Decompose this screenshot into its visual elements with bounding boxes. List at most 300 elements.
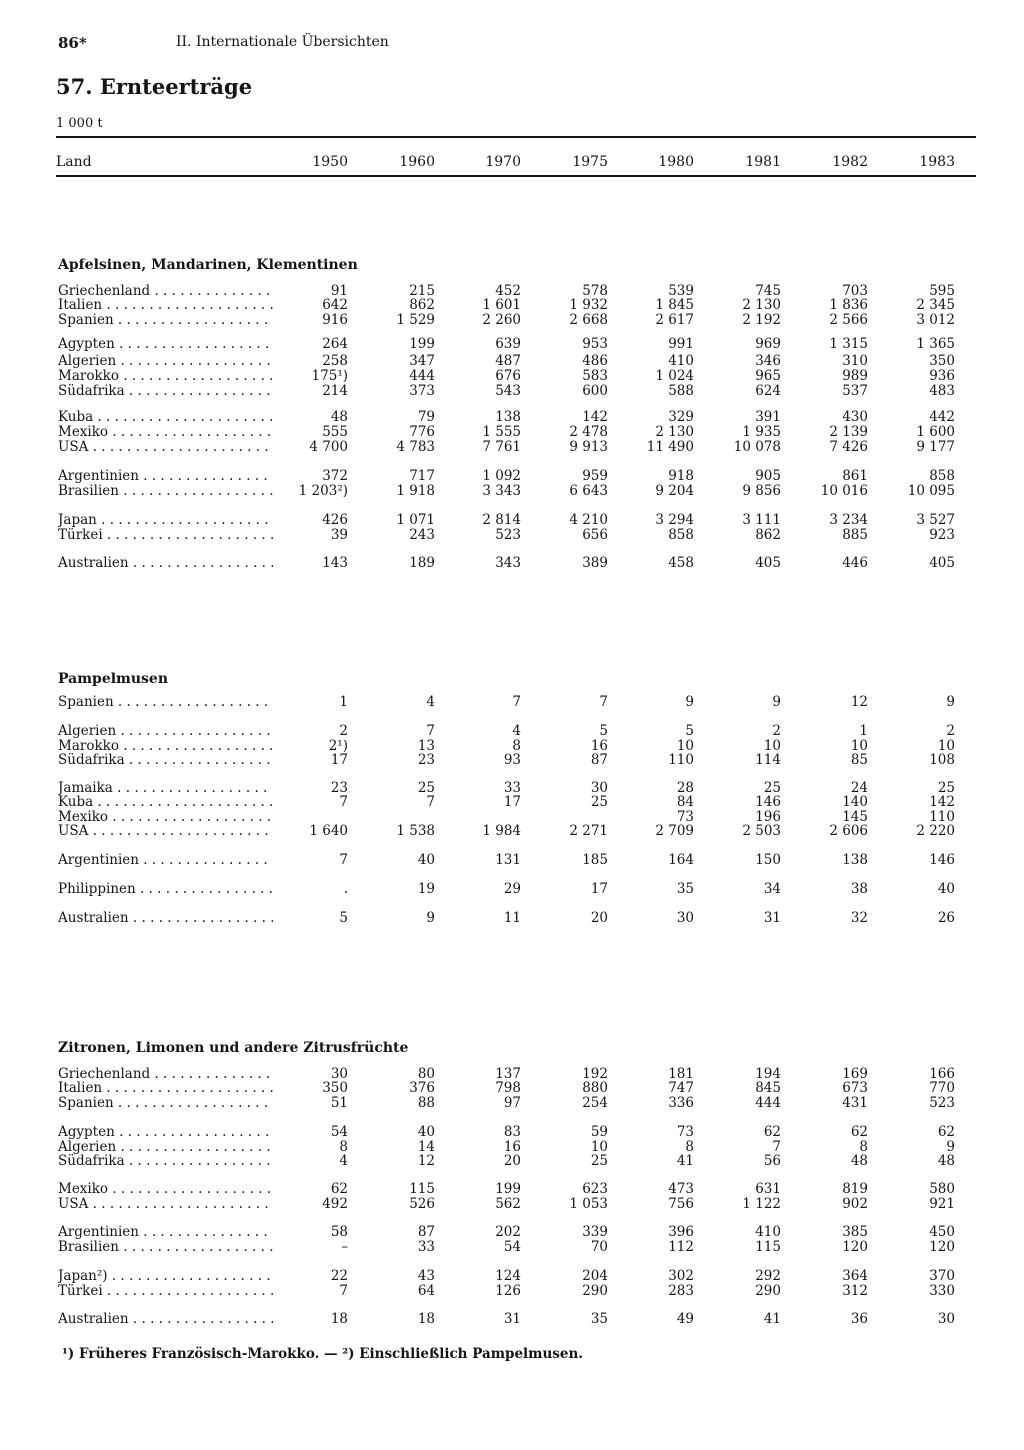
column-header-year: 1970 — [485, 154, 521, 170]
value-cell: 339 — [582, 1224, 608, 1240]
value-cell: 10 — [590, 1139, 608, 1155]
value-cell: 1 538 — [396, 823, 435, 839]
table-row — [58, 425, 978, 440]
value-cell: 776 — [409, 424, 435, 440]
value-cell: 600 — [582, 383, 608, 399]
value-cell: 11 490 — [646, 439, 694, 455]
value-cell: 140 — [842, 794, 868, 810]
value-cell: 215 — [409, 283, 435, 299]
country-label: Argentinien . . . — [58, 1225, 273, 1240]
value-cell: 264 — [322, 336, 348, 352]
value-cell: 346 — [755, 353, 781, 369]
value-cell: 9 — [946, 1139, 955, 1155]
table-row — [58, 824, 978, 839]
value-cell: 1 935 — [742, 424, 781, 440]
value-cell: 31 — [763, 910, 781, 926]
country-label: Algerien . . . — [58, 724, 273, 739]
value-cell: 444 — [755, 1095, 781, 1111]
value-cell: 192 — [582, 1066, 608, 1082]
value-cell: 858 — [668, 527, 694, 543]
value-cell: 385 — [842, 1224, 868, 1240]
value-cell: 492 — [322, 1196, 348, 1212]
value-cell: 5 — [599, 723, 608, 739]
table-row — [58, 1240, 978, 1255]
country-label: Spanien . . . — [58, 695, 273, 710]
value-cell: 5 — [339, 910, 348, 926]
value-cell: 372 — [322, 468, 348, 484]
value-cell: 87 — [590, 752, 608, 768]
value-cell: 48 — [937, 1153, 955, 1169]
country-label: Kuba . . . — [58, 795, 273, 810]
value-cell: 452 — [495, 283, 521, 299]
value-cell: 905 — [755, 468, 781, 484]
value-cell: 2 — [946, 723, 955, 739]
value-cell: 108 — [929, 752, 955, 768]
value-cell: 4 — [426, 694, 435, 710]
value-cell: 7 — [426, 723, 435, 739]
column-header-year: 1960 — [399, 154, 435, 170]
value-cell: 2 814 — [482, 512, 521, 528]
value-cell: 747 — [668, 1080, 694, 1096]
value-cell: 2 668 — [569, 312, 608, 328]
value-cell: 49 — [676, 1311, 694, 1327]
country-label: Australien . . . — [58, 1312, 273, 1327]
country-label: Marokko . . . — [58, 369, 273, 384]
value-cell: 25 — [417, 780, 435, 796]
table-row — [58, 1154, 978, 1169]
value-cell: 185 — [582, 852, 608, 868]
table-row — [58, 911, 978, 926]
value-cell: 1 640 — [309, 823, 348, 839]
country-label: Mexiko . . . — [58, 425, 273, 440]
section-title: Zitronen, Limonen und andere Zitrusfrüchte — [58, 1040, 409, 1056]
value-cell: 2 271 — [569, 823, 608, 839]
value-cell: 87 — [417, 1224, 435, 1240]
country-label: Südafrika . . . — [58, 753, 273, 768]
country-label: USA . . . — [58, 824, 273, 839]
value-cell: 756 — [668, 1196, 694, 1212]
value-cell: 370 — [929, 1268, 955, 1284]
table-row — [58, 410, 978, 425]
value-cell: 442 — [929, 409, 955, 425]
header-rule-bottom — [56, 175, 976, 177]
value-cell: 18 — [330, 1311, 348, 1327]
value-cell: 350 — [929, 353, 955, 369]
value-cell: 410 — [755, 1224, 781, 1240]
value-cell: 483 — [929, 383, 955, 399]
value-cell: 9 856 — [742, 483, 781, 499]
value-cell: 243 — [409, 527, 435, 543]
value-cell: 62 — [937, 1124, 955, 1140]
page-number: 86* — [58, 34, 87, 52]
value-cell: 40 — [417, 1124, 435, 1140]
value-cell: 254 — [582, 1095, 608, 1111]
table-row — [58, 1125, 978, 1140]
value-cell: 73 — [676, 809, 694, 825]
value-cell: 1 053 — [569, 1196, 608, 1212]
table-title: 57. Ernteerträge — [56, 74, 253, 99]
country-label: Kuba . . . — [58, 410, 273, 425]
value-cell: 59 — [590, 1124, 608, 1140]
value-cell: 8 — [339, 1139, 348, 1155]
value-cell: 3 527 — [916, 512, 955, 528]
table-row — [58, 369, 978, 384]
value-cell: 31 — [503, 1311, 521, 1327]
value-cell: 1 984 — [482, 823, 521, 839]
value-cell: 5 — [685, 723, 694, 739]
value-cell: 7 426 — [829, 439, 868, 455]
value-cell: 120 — [929, 1239, 955, 1255]
table-unit: 1 000 t — [56, 116, 103, 131]
value-cell: 1 024 — [655, 368, 694, 384]
value-cell: 20 — [590, 910, 608, 926]
value-cell: 25 — [590, 1153, 608, 1169]
table-row — [58, 1182, 978, 1197]
value-cell: 7 — [339, 1283, 348, 1299]
table-row — [58, 298, 978, 313]
country-label: Mexiko . . . — [58, 1182, 273, 1197]
country-label: Brasilien . . . — [58, 484, 273, 499]
value-cell: 3 294 — [655, 512, 694, 528]
value-cell: 1 071 — [396, 512, 435, 528]
value-cell: 7 — [339, 794, 348, 810]
value-cell: 19 — [417, 881, 435, 897]
country-label: Italien . . . — [58, 1081, 273, 1096]
table-row — [58, 795, 978, 810]
value-cell: 717 — [409, 468, 435, 484]
value-cell: 138 — [842, 852, 868, 868]
value-cell: 9 — [946, 694, 955, 710]
value-cell: 199 — [409, 336, 435, 352]
value-cell: 93 — [503, 752, 521, 768]
country-label: Türkei . . . — [58, 1284, 273, 1299]
value-cell: 1 122 — [742, 1196, 781, 1212]
value-cell: 1 092 — [482, 468, 521, 484]
country-label: Philippinen . . . — [58, 882, 273, 897]
value-cell: 23 — [330, 780, 348, 796]
value-cell: 137 — [495, 1066, 521, 1082]
value-cell: 142 — [929, 794, 955, 810]
value-cell: 204 — [582, 1268, 608, 1284]
value-cell: 25 — [590, 794, 608, 810]
value-cell: 4 210 — [569, 512, 608, 528]
value-cell: 150 — [755, 852, 781, 868]
value-cell: 292 — [755, 1268, 781, 1284]
value-cell: 473 — [668, 1181, 694, 1197]
value-cell: 953 — [582, 336, 608, 352]
value-cell: 43 — [417, 1268, 435, 1284]
country-label: Marokko . . . — [58, 739, 273, 754]
value-cell: 143 — [322, 555, 348, 571]
country-label: Südafrika . . . — [58, 1154, 273, 1169]
value-cell: 20 — [503, 1153, 521, 1169]
value-cell: 329 — [668, 409, 694, 425]
country-label: Australien . . . — [58, 911, 273, 926]
country-label: Argentinien . . . — [58, 853, 273, 868]
value-cell: 14 — [417, 1139, 435, 1155]
value-cell: 110 — [929, 809, 955, 825]
value-cell: 2 130 — [655, 424, 694, 440]
country-label: Brasilien . . . — [58, 1240, 273, 1255]
value-cell: 62 — [850, 1124, 868, 1140]
value-cell: 347 — [409, 353, 435, 369]
value-cell: 88 — [417, 1095, 435, 1111]
value-cell: 1 601 — [482, 297, 521, 313]
value-cell: 40 — [937, 881, 955, 897]
column-header-year: 1950 — [312, 154, 348, 170]
value-cell: 3 012 — [916, 312, 955, 328]
value-cell: 175¹) — [311, 368, 348, 384]
table-row — [58, 1096, 978, 1111]
value-cell: 1 365 — [916, 336, 955, 352]
value-cell: 2 220 — [916, 823, 955, 839]
value-cell: 4 700 — [309, 439, 348, 455]
value-cell: 25 — [937, 780, 955, 796]
value-cell: 991 — [668, 336, 694, 352]
value-cell: 1 918 — [396, 483, 435, 499]
table-row — [58, 1269, 978, 1284]
value-cell: 7 — [599, 694, 608, 710]
table-row — [58, 440, 978, 455]
value-cell: 1 600 — [916, 424, 955, 440]
column-header-year: 1983 — [919, 154, 955, 170]
value-cell: 336 — [668, 1095, 694, 1111]
country-label: Japan²) . . . — [58, 1269, 273, 1284]
country-label: Australien . . . — [58, 556, 273, 571]
value-cell: 18 — [417, 1311, 435, 1327]
value-cell: 33 — [503, 780, 521, 796]
value-cell: 642 — [322, 297, 348, 313]
table-row — [58, 313, 978, 328]
value-cell: 28 — [676, 780, 694, 796]
value-cell: 41 — [763, 1311, 781, 1327]
value-cell: 290 — [755, 1283, 781, 1299]
value-cell: 22 — [330, 1268, 348, 1284]
value-cell: 845 — [755, 1080, 781, 1096]
table-row — [58, 354, 978, 369]
value-cell: 124 — [495, 1268, 521, 1284]
value-cell: 656 — [582, 527, 608, 543]
value-cell: 48 — [330, 409, 348, 425]
value-cell: 364 — [842, 1268, 868, 1284]
value-cell: 9 — [772, 694, 781, 710]
value-cell: 120 — [842, 1239, 868, 1255]
value-cell: 10 — [763, 738, 781, 754]
value-cell: 623 — [582, 1181, 608, 1197]
value-cell: 396 — [668, 1224, 694, 1240]
value-cell: 523 — [495, 527, 521, 543]
value-cell: 2 503 — [742, 823, 781, 839]
value-cell: 302 — [668, 1268, 694, 1284]
section-heading: II. Internationale Übersichten — [176, 34, 389, 50]
value-cell: 450 — [929, 1224, 955, 1240]
value-cell: 523 — [929, 1095, 955, 1111]
value-cell: 166 — [929, 1066, 955, 1082]
value-cell: 2 617 — [655, 312, 694, 328]
value-cell: 33 — [417, 1239, 435, 1255]
value-cell: 405 — [755, 555, 781, 571]
value-cell: 391 — [755, 409, 781, 425]
value-cell: 312 — [842, 1283, 868, 1299]
value-cell: 62 — [763, 1124, 781, 1140]
value-cell: 1 203²) — [298, 483, 348, 499]
value-cell: 861 — [842, 468, 868, 484]
header-rule-top — [56, 136, 976, 138]
value-cell: 16 — [590, 738, 608, 754]
value-cell: 539 — [668, 283, 694, 299]
value-cell: 9 913 — [569, 439, 608, 455]
table-row — [58, 695, 978, 710]
value-cell: 8 — [685, 1139, 694, 1155]
value-cell: 110 — [668, 752, 694, 768]
value-cell: 1 — [339, 694, 348, 710]
value-cell: 138 — [495, 409, 521, 425]
value-cell: 1 — [859, 723, 868, 739]
section-title: Pampelmusen — [58, 671, 169, 687]
value-cell: 112 — [668, 1239, 694, 1255]
value-cell: 376 — [409, 1080, 435, 1096]
country-label: Spanien . . . — [58, 313, 273, 328]
footnote: ¹) Früheres Französisch-Marokko. — ²) Einschließlich Pampelmusen. — [62, 1346, 583, 1362]
value-cell: 631 — [755, 1181, 781, 1197]
value-cell: 8 — [859, 1139, 868, 1155]
table-row — [58, 513, 978, 528]
value-cell: 214 — [322, 383, 348, 399]
value-cell: 410 — [668, 353, 694, 369]
value-cell: 146 — [929, 852, 955, 868]
value-cell: 2 130 — [742, 297, 781, 313]
value-cell: 2 478 — [569, 424, 608, 440]
value-cell: 426 — [322, 512, 348, 528]
value-cell: 10 — [850, 738, 868, 754]
value-cell: 989 — [842, 368, 868, 384]
value-cell: 80 — [417, 1066, 435, 1082]
value-cell: 916 — [322, 312, 348, 328]
value-cell: 169 — [842, 1066, 868, 1082]
value-cell: 48 — [850, 1153, 868, 1169]
value-cell: 389 — [582, 555, 608, 571]
value-cell: 30 — [590, 780, 608, 796]
value-cell: 10 — [937, 738, 955, 754]
value-cell: 7 — [426, 794, 435, 810]
value-cell: 10 078 — [733, 439, 781, 455]
value-cell: 745 — [755, 283, 781, 299]
value-cell: 862 — [755, 527, 781, 543]
value-cell: 32 — [850, 910, 868, 926]
value-cell: 12 — [417, 1153, 435, 1169]
value-cell: 673 — [842, 1080, 868, 1096]
value-cell: 1 555 — [482, 424, 521, 440]
value-cell: 486 — [582, 353, 608, 369]
value-cell: 923 — [929, 527, 955, 543]
table-row — [58, 724, 978, 739]
value-cell: 9 — [685, 694, 694, 710]
table-row — [58, 556, 978, 571]
value-cell: 798 — [495, 1080, 521, 1096]
value-cell: 1 932 — [569, 297, 608, 313]
value-cell: 11 — [503, 910, 521, 926]
value-cell: 583 — [582, 368, 608, 384]
value-cell: 2 — [339, 723, 348, 739]
value-cell: 36 — [850, 1311, 868, 1327]
value-cell: 7 — [339, 852, 348, 868]
value-cell: 115 — [409, 1181, 435, 1197]
value-cell: 79 — [417, 409, 435, 425]
value-cell: 10 016 — [820, 483, 868, 499]
country-label: Jamaika . . . — [58, 781, 273, 796]
value-cell: 858 — [929, 468, 955, 484]
value-cell: 12 — [850, 694, 868, 710]
value-cell: 34 — [763, 881, 781, 897]
value-cell: 2 606 — [829, 823, 868, 839]
value-cell: 85 — [850, 752, 868, 768]
value-cell: 918 — [668, 468, 694, 484]
value-cell: 24 — [850, 780, 868, 796]
value-cell: 446 — [842, 555, 868, 571]
country-label: Türkei . . . — [58, 528, 273, 543]
table-row — [58, 528, 978, 543]
value-cell: 595 — [929, 283, 955, 299]
value-cell: 26 — [937, 910, 955, 926]
value-cell: 373 — [409, 383, 435, 399]
country-label: Italien . . . — [58, 298, 273, 313]
value-cell: 2 192 — [742, 312, 781, 328]
value-cell: 431 — [842, 1095, 868, 1111]
value-cell: 487 — [495, 353, 521, 369]
value-cell: 202 — [495, 1224, 521, 1240]
value-cell: 41 — [676, 1153, 694, 1169]
value-cell: 164 — [668, 852, 694, 868]
value-cell: 10 — [676, 738, 694, 754]
column-header-year: 1981 — [745, 154, 781, 170]
column-header-year: 1982 — [832, 154, 868, 170]
value-cell: 578 — [582, 283, 608, 299]
value-cell: 30 — [330, 1066, 348, 1082]
table-row — [58, 337, 978, 352]
value-cell: 91 — [330, 283, 348, 299]
value-cell: . — [343, 881, 348, 897]
value-cell: 17 — [590, 881, 608, 897]
value-cell: 189 — [409, 555, 435, 571]
value-cell: 142 — [582, 409, 608, 425]
value-cell: 258 — [322, 353, 348, 369]
value-cell: 969 — [755, 336, 781, 352]
value-cell: 676 — [495, 368, 521, 384]
value-cell: 343 — [495, 555, 521, 571]
country-label: Griechenland . . . — [58, 1067, 273, 1082]
value-cell: 1 529 — [396, 312, 435, 328]
value-cell: 526 — [409, 1196, 435, 1212]
value-cell: 64 — [417, 1283, 435, 1299]
table-row — [58, 469, 978, 484]
running-head — [58, 34, 389, 52]
country-label: Algerien . . . — [58, 354, 273, 369]
country-label: Ägypten . . . — [58, 1125, 273, 1140]
value-cell: 936 — [929, 368, 955, 384]
value-cell: 2 709 — [655, 823, 694, 839]
value-cell: 862 — [409, 297, 435, 313]
value-cell: 8 — [512, 738, 521, 754]
value-cell: 959 — [582, 468, 608, 484]
value-cell: 3 343 — [482, 483, 521, 499]
value-cell: 131 — [495, 852, 521, 868]
value-cell: 2 345 — [916, 297, 955, 313]
value-cell: 444 — [409, 368, 435, 384]
value-cell: 562 — [495, 1196, 521, 1212]
value-cell: 965 — [755, 368, 781, 384]
country-label: USA . . . — [58, 440, 273, 455]
value-cell: 145 — [842, 809, 868, 825]
